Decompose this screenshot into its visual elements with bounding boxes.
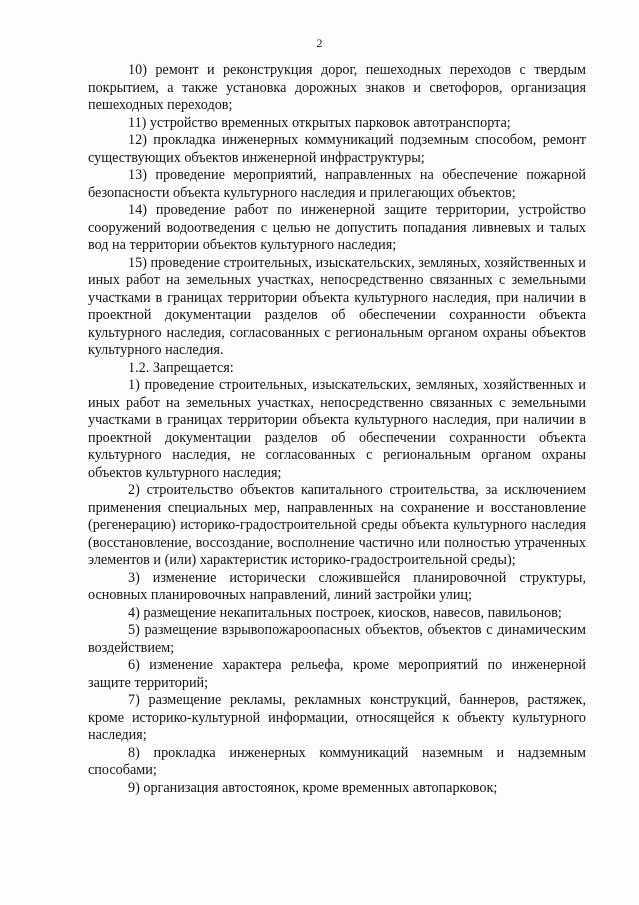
paragraph: 8) прокладка инженерных коммуникаций наземным и надземным способами; — [88, 744, 586, 778]
paragraph: 12) прокладка инженерных коммуникаций подземным способом, ремонт существующих объектов инженерной инфраструктуры; — [88, 132, 586, 166]
paragraph: 3) изменение исторически сложившейся планировочной структуры, основных планировочных направлений, линий застройки улиц; — [88, 569, 586, 603]
paragraph: 4) размещение некапитальных построек, киосков, навесов, павильонов; — [128, 604, 562, 621]
paragraph: 7) размещение рекламы, рекламных конструкций, баннеров, растяжек, кроме историко-культурной информации, относящейся к объекту культурного наследия; — [88, 692, 586, 743]
document-body — [88, 62, 586, 797]
paragraph: 2) строительство объектов капитального строительства, за исключением применения специальных мер, направленных на сохранение и восстановление (регенерацию) историко-градостроительной среды объекта культурного наследия (восстановление, воссоздание, восполнение частично или полностью утраченных элементов и (или) характеристик историко-градостроительной среды); — [88, 482, 586, 568]
paragraph: 13) проведение мероприятий, направленных на обеспечение пожарной безопасности объекта культурного наследия и прилегающих объектов; — [88, 167, 586, 201]
paragraph: 15) проведение строительных, изыскательских, земляных, хозяйственных и иных работ на земельных участках, непосредственно связанных с земельными участками в границах территории объекта культурного наследия, при наличии в проектной документации разделов об обеспечении сохранности объекта культурного наследия, согласованных с региональным органом охраны объектов культурного наследия. — [88, 254, 586, 358]
paragraph: 1) проведение строительных, изыскательских, земляных, хозяйственных и иных работ на земельных участках, непосредственно связанных с земельными участками в границах территории объекта культурного наследия, при наличии в проектной документации разделов об обеспечении сохранности объекта культурного наследия, не согласованных с региональным органом охраны объектов культурного наследия; — [88, 377, 586, 481]
paragraph: 5) размещение взрывопожароопасных объектов, объектов с динамическим воздействием; — [88, 622, 586, 656]
paragraph: 11) устройство временных открытых парковок автотранспорта; — [128, 114, 511, 131]
section-heading: 1.2. Запрещается: — [128, 359, 234, 376]
paragraph: 9) организация автостоянок, кроме временных автопарковок; — [128, 779, 498, 796]
paragraph: 6) изменение характера рельефа, кроме мероприятий по инженерной защите территорий; — [88, 657, 586, 691]
paragraph: 10) ремонт и реконструкция дорог, пешеходных переходов с твердым покрытием, а также установка дорожных знаков и светофоров, организация пешеходных переходов; — [88, 62, 586, 113]
page-number: 2 — [316, 36, 323, 50]
paragraph: 14) проведение работ по инженерной защите территории, устройство сооружений водоотведения с целью не допустить попадания ливневых и талых вод на территории объектов культурного наследия; — [88, 202, 586, 253]
